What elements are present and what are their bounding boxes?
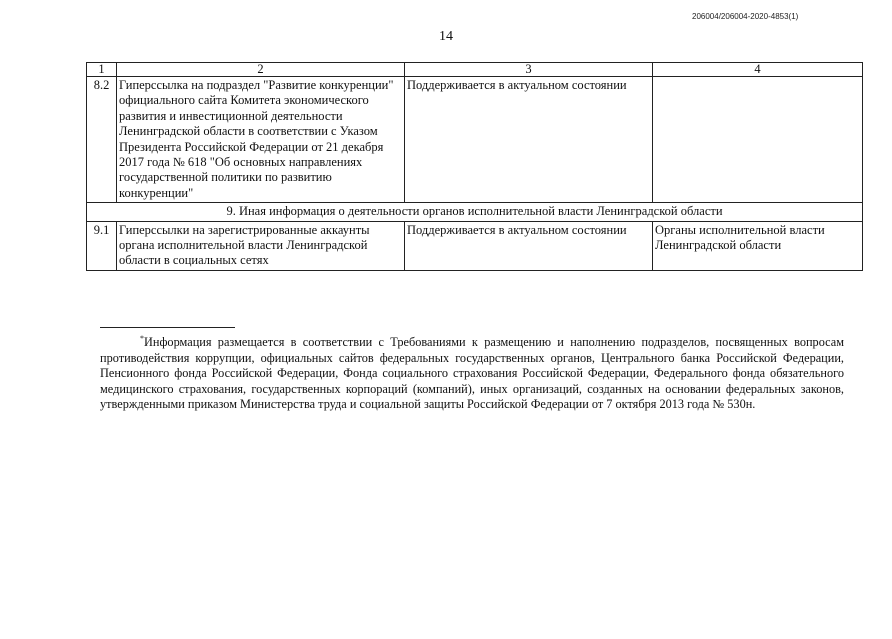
row-number: 8.2 (87, 77, 117, 203)
row-number: 9.1 (87, 221, 117, 270)
document-id: 206004/206004-2020-4853(1) (692, 12, 799, 21)
row-status: Поддерживается в актуальном состоянии (405, 77, 653, 203)
table-row (87, 221, 863, 270)
footnote-text: Информация размещается в соответствии с Требованиями к размещению и наполнению подразделов, посвященных вопросам противодействия коррупции, официальных сайтов федеральных государственных органов, Центрального банка Российской Федерации, Пенсионного фонда Российской Федерации, Фонда социального страхования Российской Федерации, Федерального фонда обязательного медицинского страхования, государственных корпораций (компаний), иных организаций, созданных на основании федеральных законов, утвержденными приказом Министерства труда и социальной защиты Российской Федерации от 7 октября 2013 года № 530н. (100, 335, 844, 412)
row-description: Гиперссылки на зарегистрированные аккаунты органа исполнительной власти Ленинградской области в социальных сетях (117, 221, 405, 270)
footnote-separator (100, 327, 235, 328)
column-number-3: 3 (405, 63, 653, 77)
column-number-1: 1 (87, 63, 117, 77)
section-heading: 9. Иная информация о деятельности органов исполнительной власти Ленинградской области (87, 203, 863, 221)
column-number-4: 4 (653, 63, 863, 77)
column-number-row (87, 63, 863, 77)
section-row (87, 203, 863, 221)
document-table (86, 62, 863, 271)
row-status: Поддерживается в актуальном состоянии (405, 221, 653, 270)
row-description: Гиперссылка на подраздел "Развитие конкуренции" официального сайта Комитета экономического развития и инвестиционной деятельности Ленинградской области в соответствии с Указом Президента Российской Федерации от 21 декабря 2017 года № 618 "Об основных направлениях государственной политики по развитию конкуренции" (117, 77, 405, 203)
column-number-2: 2 (117, 63, 405, 77)
page-number: 14 (439, 29, 453, 44)
row-responsible (653, 77, 863, 203)
footnote (100, 331, 844, 413)
footnote-marker: * (140, 334, 144, 343)
table-row (87, 77, 863, 203)
row-responsible: Органы исполнительной власти Ленинградской области (653, 221, 863, 270)
